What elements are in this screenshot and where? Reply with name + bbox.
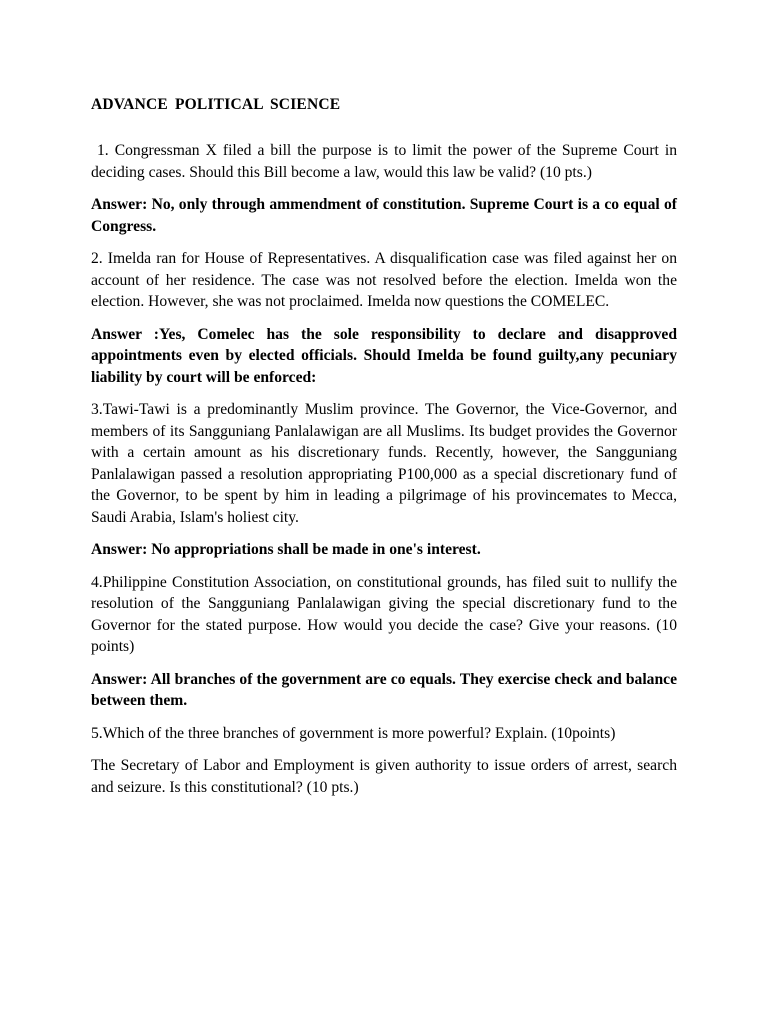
answer-2: Answer :Yes, Comelec has the sole responsibility to declare and disapproved appointments even by elected officials. Should Imelda be found guilty,any pecuniary liability by court will be enforced: bbox=[91, 325, 677, 386]
answer-3: Answer: No appropriations shall be made in one's interest. bbox=[91, 541, 481, 558]
question-2: 2. Imelda ran for House of Representatives. A disqualification case was filed against her on account of her residence. The case was not resolved before the election. Imelda won the election. However, she was not proclaimed. Imelda now questions the COMELEC. bbox=[91, 250, 677, 310]
answer-4: Answer: All branches of the government are co equals. They exercise check and balance between them. bbox=[91, 670, 677, 709]
question-5: 5.Which of the three branches of government is more powerful? Explain. (10points) bbox=[91, 724, 616, 742]
question-6: The Secretary of Labor and Employment is given authority to issue orders of arrest, search and seizure. Is this constitutional? (10 pts.) bbox=[91, 757, 677, 796]
question-3: 3.Tawi-Tawi is a predominantly Muslim province. The Governor, the Vice-Governor, and members of its Sangguniang Panlalawigan are all Muslims. Its budget provides the Governor with a certain amount as his discretionary funds. Recently, however, the Sangguniang Panlalawigan passed a resolution appropriating P100,000 as a special discretionary fund of the Governor, to be spent by him in leading a pilgrimage of his provincemates to Mecca, Saudi Arabia, Islam's holiest city. bbox=[91, 401, 677, 526]
question-1: 1. Congressman X filed a bill the purpose is to limit the power of the Supreme Court in deciding cases. Should this Bill become a law, would this law be valid? (10 pts.) bbox=[91, 142, 677, 181]
document-title: ADVANCE POLITICAL SCIENCE bbox=[91, 96, 341, 113]
answer-1: Answer: No, only through ammendment of constitution. Supreme Court is a co equal of Congress. bbox=[91, 196, 677, 235]
question-4: 4.Philippine Constitution Association, on constitutional grounds, has filed suit to nullify the resolution of the Sangguniang Panlalawigan giving the special discretionary fund to the Governor for the stated purpose. How would you decide the case? Give your reasons. (10 points) bbox=[91, 573, 677, 655]
document-page bbox=[91, 95, 677, 809]
